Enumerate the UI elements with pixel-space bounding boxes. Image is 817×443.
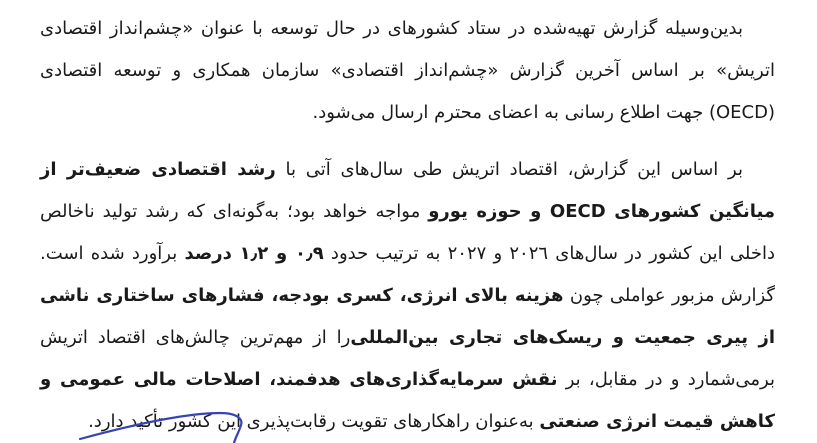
bold-text-run: نقش سرمایه‌گذاری‌های هدفمند، اصلاحات مالی عمومی و کاهش قیمت انرژی صنعتی <box>40 369 775 432</box>
text-run: به‌عنوان راهکارهای تقویت رقابت‌پذیری این کشور تأکید دارد. <box>88 411 540 432</box>
bold-text-run: رشد اقتصادی ضعیف‌تر از میانگین کشورهای OECD و حوزه یورو <box>40 159 775 222</box>
bold-text-run: هزینه بالای انرژی، کسری بودجه، فشارهای ساختاری ناشی از پیری جمعیت و ریسک‌های تجاری بین‌المللی‌ <box>40 285 775 348</box>
text-run: بر اساس این گزارش، اقتصاد اتریش طی سال‌های آتی با <box>275 159 744 180</box>
document-text <box>40 8 775 443</box>
text-run: برآورد شده است. گزارش مزبور عواملی چون <box>40 243 775 306</box>
text-run: بدین‌وسیله گزارش تهیه‌شده در ستاد کشورهای در حال توسعه با عنوان «چشم‌انداز اقتصادی اتریش» بر اساس آخرین گزارش «چشم‌انداز اقتصادی» سازمان همکاری و توسعه اقتصادی (OECD) جهت اطلاع رسانی به اعضای محترم ارسال می‌شود. <box>40 18 775 123</box>
paragraph-2 <box>40 149 775 443</box>
bold-text-run: ٠٫٩ و ١٫٢ درصد <box>184 243 324 264</box>
text-run: مواجه خواهد بود؛ به‌گونه‌ای که رشد تولید ناخالص داخلی این کشور در سال‌های ٢٠٢٦ و ٢٠٢٧ به ترتیب حدود <box>40 201 775 264</box>
text-run: را از مهم‌ترین چالش‌های اقتصاد اتریش برمی‌شمارد و در مقابل، بر <box>40 327 776 390</box>
paragraph-1 <box>40 8 775 134</box>
